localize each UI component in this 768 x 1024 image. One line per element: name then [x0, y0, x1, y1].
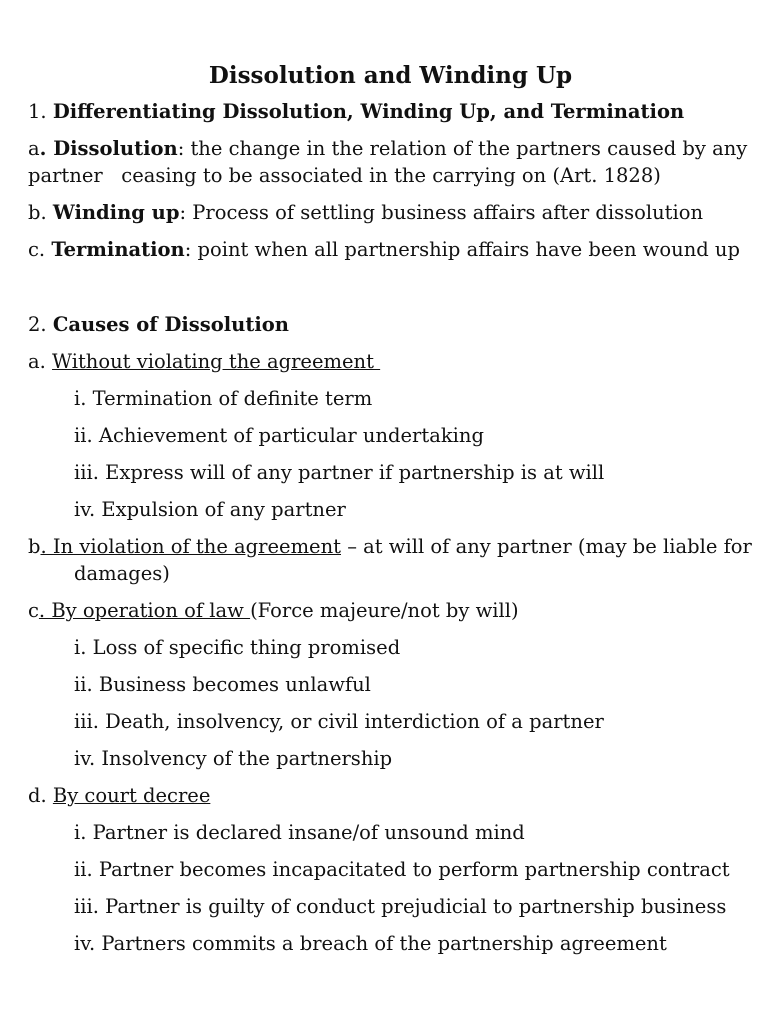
cause-label: . By operation of law	[38, 599, 251, 622]
section-number: 2.	[28, 313, 53, 336]
section-heading-text: Differentiating Dissolution, Winding Up, and Termination	[52, 100, 685, 123]
list-item: iii. Partner is guilty of conduct prejudicial to partnership business	[74, 895, 727, 918]
item-term: Dissolution	[53, 137, 178, 160]
item-letter: c	[28, 599, 39, 622]
cause-a-heading	[28, 348, 753, 375]
list-item: iv. Insolvency of the partnership	[74, 747, 393, 770]
section-number: 1.	[28, 100, 53, 123]
list-item: iii. Express will of any partner if partnership is at will	[74, 461, 605, 484]
list-item: ii. Achievement of particular undertaking	[74, 424, 484, 447]
section-heading-text: Causes of Dissolution	[52, 313, 289, 336]
section-1-heading	[28, 98, 753, 125]
section-spacer	[28, 273, 753, 311]
list-item: iii. Death, insolvency, or civil interdiction of a partner	[74, 710, 604, 733]
cause-label: By court decree	[52, 784, 211, 807]
item-letter: b	[28, 535, 41, 558]
cause-c-heading	[28, 597, 753, 624]
item-letter: a.	[28, 350, 53, 373]
item-dot: .	[39, 137, 54, 160]
list-item: i. Termination of definite term	[74, 387, 373, 410]
cause-b-heading	[28, 533, 753, 587]
item-letter: c.	[28, 238, 52, 261]
list-item: i. Loss of specific thing promised	[74, 636, 401, 659]
item-text: : the change in the relation of the partners caused by any partner ceasing to be associated in the carrying on (Art. 1828)	[28, 137, 754, 187]
item-letter: d.	[28, 784, 53, 807]
list-item: ii. Partner becomes incapacitated to perform partnership contract	[74, 858, 730, 881]
item-term: Winding up	[52, 201, 180, 224]
item-letter: b.	[28, 201, 53, 224]
definition-termination	[28, 236, 753, 263]
cause-label: Without violating the agreement	[52, 350, 381, 373]
item-term: Termination	[51, 238, 185, 261]
definition-winding-up	[28, 199, 753, 226]
section-2-heading	[28, 311, 753, 338]
document-page	[28, 60, 753, 967]
item-text: : Process of settling business affairs after dissolution	[179, 201, 704, 224]
list-item: iv. Partners commits a breach of the partnership agreement	[74, 932, 667, 955]
item-text: : point when all partnership affairs have been wound up	[184, 238, 740, 261]
document-title: Dissolution and Winding Up	[208, 62, 573, 89]
list-item: iv. Expulsion of any partner	[74, 498, 346, 521]
cause-text: – at will of any partner (may be liable for damages)	[74, 535, 752, 585]
list-item: ii. Business becomes unlawful	[74, 673, 371, 696]
list-item: i. Partner is declared insane/of unsound mind	[74, 821, 525, 844]
cause-label: . In violation of the agreement	[40, 535, 341, 558]
cause-d-heading	[28, 782, 753, 809]
cause-text: (Force majeure/not by will)	[250, 599, 519, 622]
item-letter: a	[28, 137, 40, 160]
definition-dissolution	[28, 135, 753, 189]
